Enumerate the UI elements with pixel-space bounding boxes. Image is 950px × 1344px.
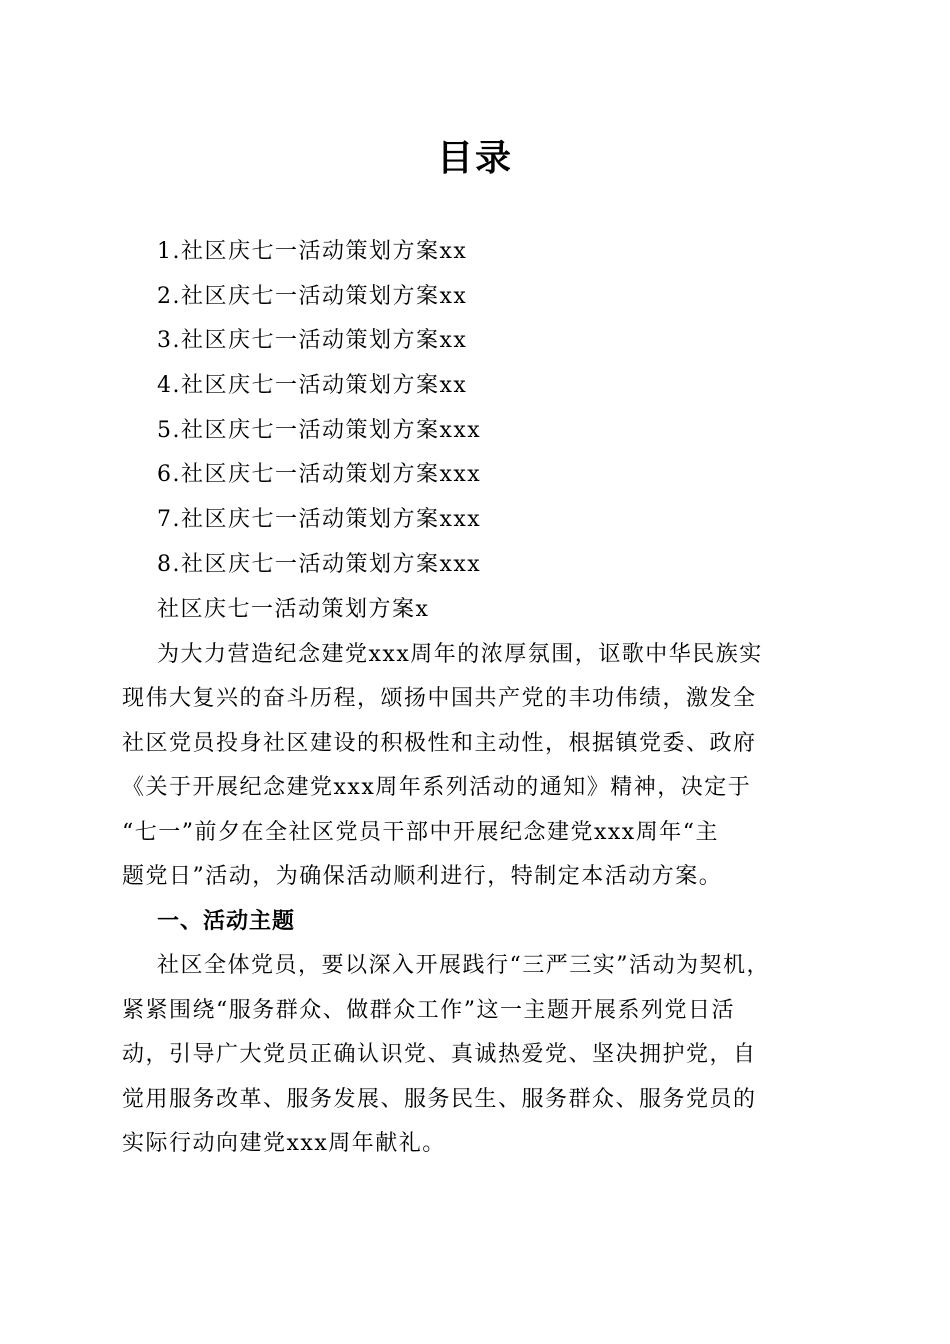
paragraph-line: 现伟大复兴的奋斗历程，颂扬中国共产党的丰功伟绩，激发全 xyxy=(122,686,757,711)
toc-item: 1.社区庆七一活动策划方案xx xyxy=(157,239,468,264)
theme-paragraph xyxy=(122,944,828,1167)
toc-item: 5.社区庆七一活动策划方案xxx xyxy=(157,417,482,443)
paragraph-line: 为大力营造纪念建党xxx周年的浓厚氛围，讴歌中华民族实 xyxy=(157,641,763,667)
page-title: 目录 xyxy=(436,138,513,179)
paragraph-line: 题党日”活动，为确保活动顺利进行，特制定本活动方案。 xyxy=(122,864,723,889)
paragraph-line: 觉用服务改革、服务发展、服务民生、服务群众、服务党员的 xyxy=(122,1086,757,1112)
paragraph-line: 社区党员投身社区建设的积极性和主动性，根据镇党委、政府 xyxy=(122,730,757,756)
paragraph-line: 《关于开展纪念建党xxx周年系列活动的通知》精神，决定于 xyxy=(122,775,752,800)
document-body xyxy=(122,588,828,1167)
toc-item: 3.社区庆七一活动策划方案xx xyxy=(157,328,468,354)
toc-item: 7.社区庆七一活动策划方案xxx xyxy=(157,507,482,533)
toc-item: 8.社区庆七一活动策划方案xxx xyxy=(157,551,482,577)
toc-item: 4.社区庆七一活动策划方案xx xyxy=(157,373,468,399)
table-of-contents xyxy=(157,230,481,588)
intro-paragraph xyxy=(122,633,828,900)
section-title: 社区庆七一活动策划方案x xyxy=(157,597,430,622)
paragraph-line: 紧紧围绕“服务群众、做群众工作”这一主题开展系列党日活 xyxy=(122,997,735,1023)
section-heading: 一、活动主题 xyxy=(157,908,296,934)
paragraph-line: 实际行动向建党xxx周年献礼。 xyxy=(122,1131,446,1156)
toc-item: 6.社区庆七一活动策划方案xxx xyxy=(157,462,482,488)
toc-item: 2.社区庆七一活动策划方案xx xyxy=(157,283,468,309)
paragraph-line: 动，引导广大党员正确认识党、真诚热爱党、坚决拥护党，自 xyxy=(122,1042,757,1067)
paragraph-line: 社区全体党员，要以深入开展践行“三严三实”活动为契机， xyxy=(157,953,770,978)
paragraph-line: “七一”前夕在全社区党员干部中开展纪念建党xxx周年“主 xyxy=(122,819,719,845)
